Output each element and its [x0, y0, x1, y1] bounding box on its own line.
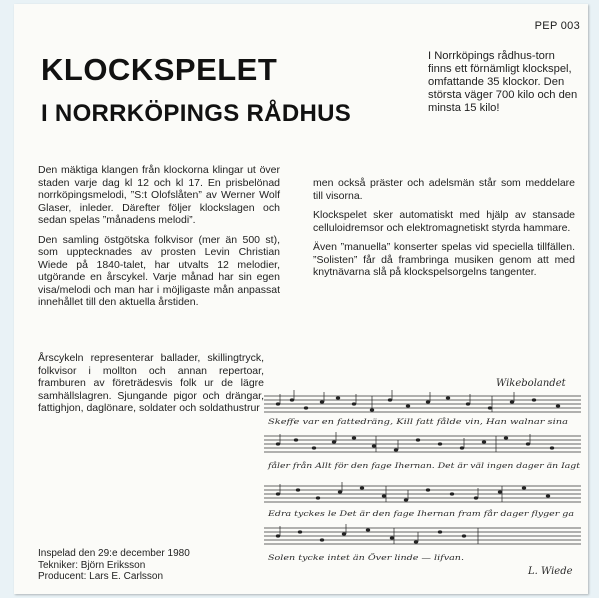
- left-paragraph-2: Den samling östgötska folkvisor (mer än 500 st), som upptecknades av prosten Levin Christian Wiede på 1840-talet, har utvalts 12 melodier, utgörande en årscykel. Varje månad har sin egen visa/melodi och man har i möjligaste mån anpassat innehållet till den aktuella årstiden.: [38, 233, 280, 308]
- credits: [38, 548, 258, 583]
- title-line-1: KLOCKSPELET: [41, 52, 278, 87]
- right-paragraph-3: Även ”manuella” konserter spelas vid speciella tillfällen. ”Solisten” får då frambringa musiken genom att med knytnävarna slå på klockspelsorgelns tangenter.: [313, 241, 575, 278]
- intro-text: I Norrköpings rådhus-torn finns ett förnämligt klockspel, omfattande 35 klockor. Den största väger 700 kilo och den minsta 15 kilo!: [428, 50, 578, 114]
- manuscript-signature: L. Wiede: [528, 566, 573, 577]
- left-column: [38, 164, 280, 316]
- right-paragraph-1: men också präster och adelsmän står som meddelare till visorna.: [313, 177, 575, 202]
- manuscript-lyric-1: Skeffe var en fattedräng, Kill fatt fålde vin, Han walnar sina: [268, 417, 568, 426]
- manuscript-lyric-3: Edra tyckes le Det är den fage Ihernan fram får dager flyger ga: [266, 509, 574, 518]
- manuscript-lyric-2: fåler från Allt för den fage Ihernan. Det är väl ingen dager än Iagt: [266, 461, 581, 470]
- credit-recorded: Inspelad den 29:e december 1980: [38, 548, 190, 559]
- credit-producer: Producent: Lars E. Carlsson: [38, 571, 164, 582]
- left-paragraph-1: Den mäktiga klangen från klockorna klingar ut över staden varje dag kl 12 och kl 17. En prisbelönad norrköpingsmelodi, ”S:t Olofslåten” av Werner Wolf Glaser, inleder. Därefter följer klockslagen och sedan spelas ”månadens melodi”.: [38, 164, 280, 226]
- manuscript-heading: Wikebolandet: [496, 378, 566, 389]
- catalog-number: PEP 003: [534, 20, 580, 32]
- record-sleeve-back: [14, 4, 588, 594]
- right-paragraph-2: Klockspelet sker automatiskt med hjälp av stansade celluloidremsor och elektromagnetiskt styrda hammare.: [313, 209, 575, 234]
- left-paragraph-3: Årscykeln representerar ballader, skillingtryck, folkvisor i mollton och annan repertoar, framburen av företrädesvis folk ur de lägre samhällslagren. Sjungande pigor och drängar, fattighjon, daglönare, soldater och soldathustrur: [38, 352, 264, 414]
- credit-technician: Tekniker: Björn Eriksson: [38, 559, 146, 571]
- handwritten-score-image: [256, 374, 586, 592]
- manuscript-lyric-4: Solen tycke intet än Över linde — lifvan.: [268, 553, 464, 562]
- title-line-2: I NORRKÖPINGS RÅDHUS: [41, 100, 352, 127]
- right-column: [313, 177, 575, 286]
